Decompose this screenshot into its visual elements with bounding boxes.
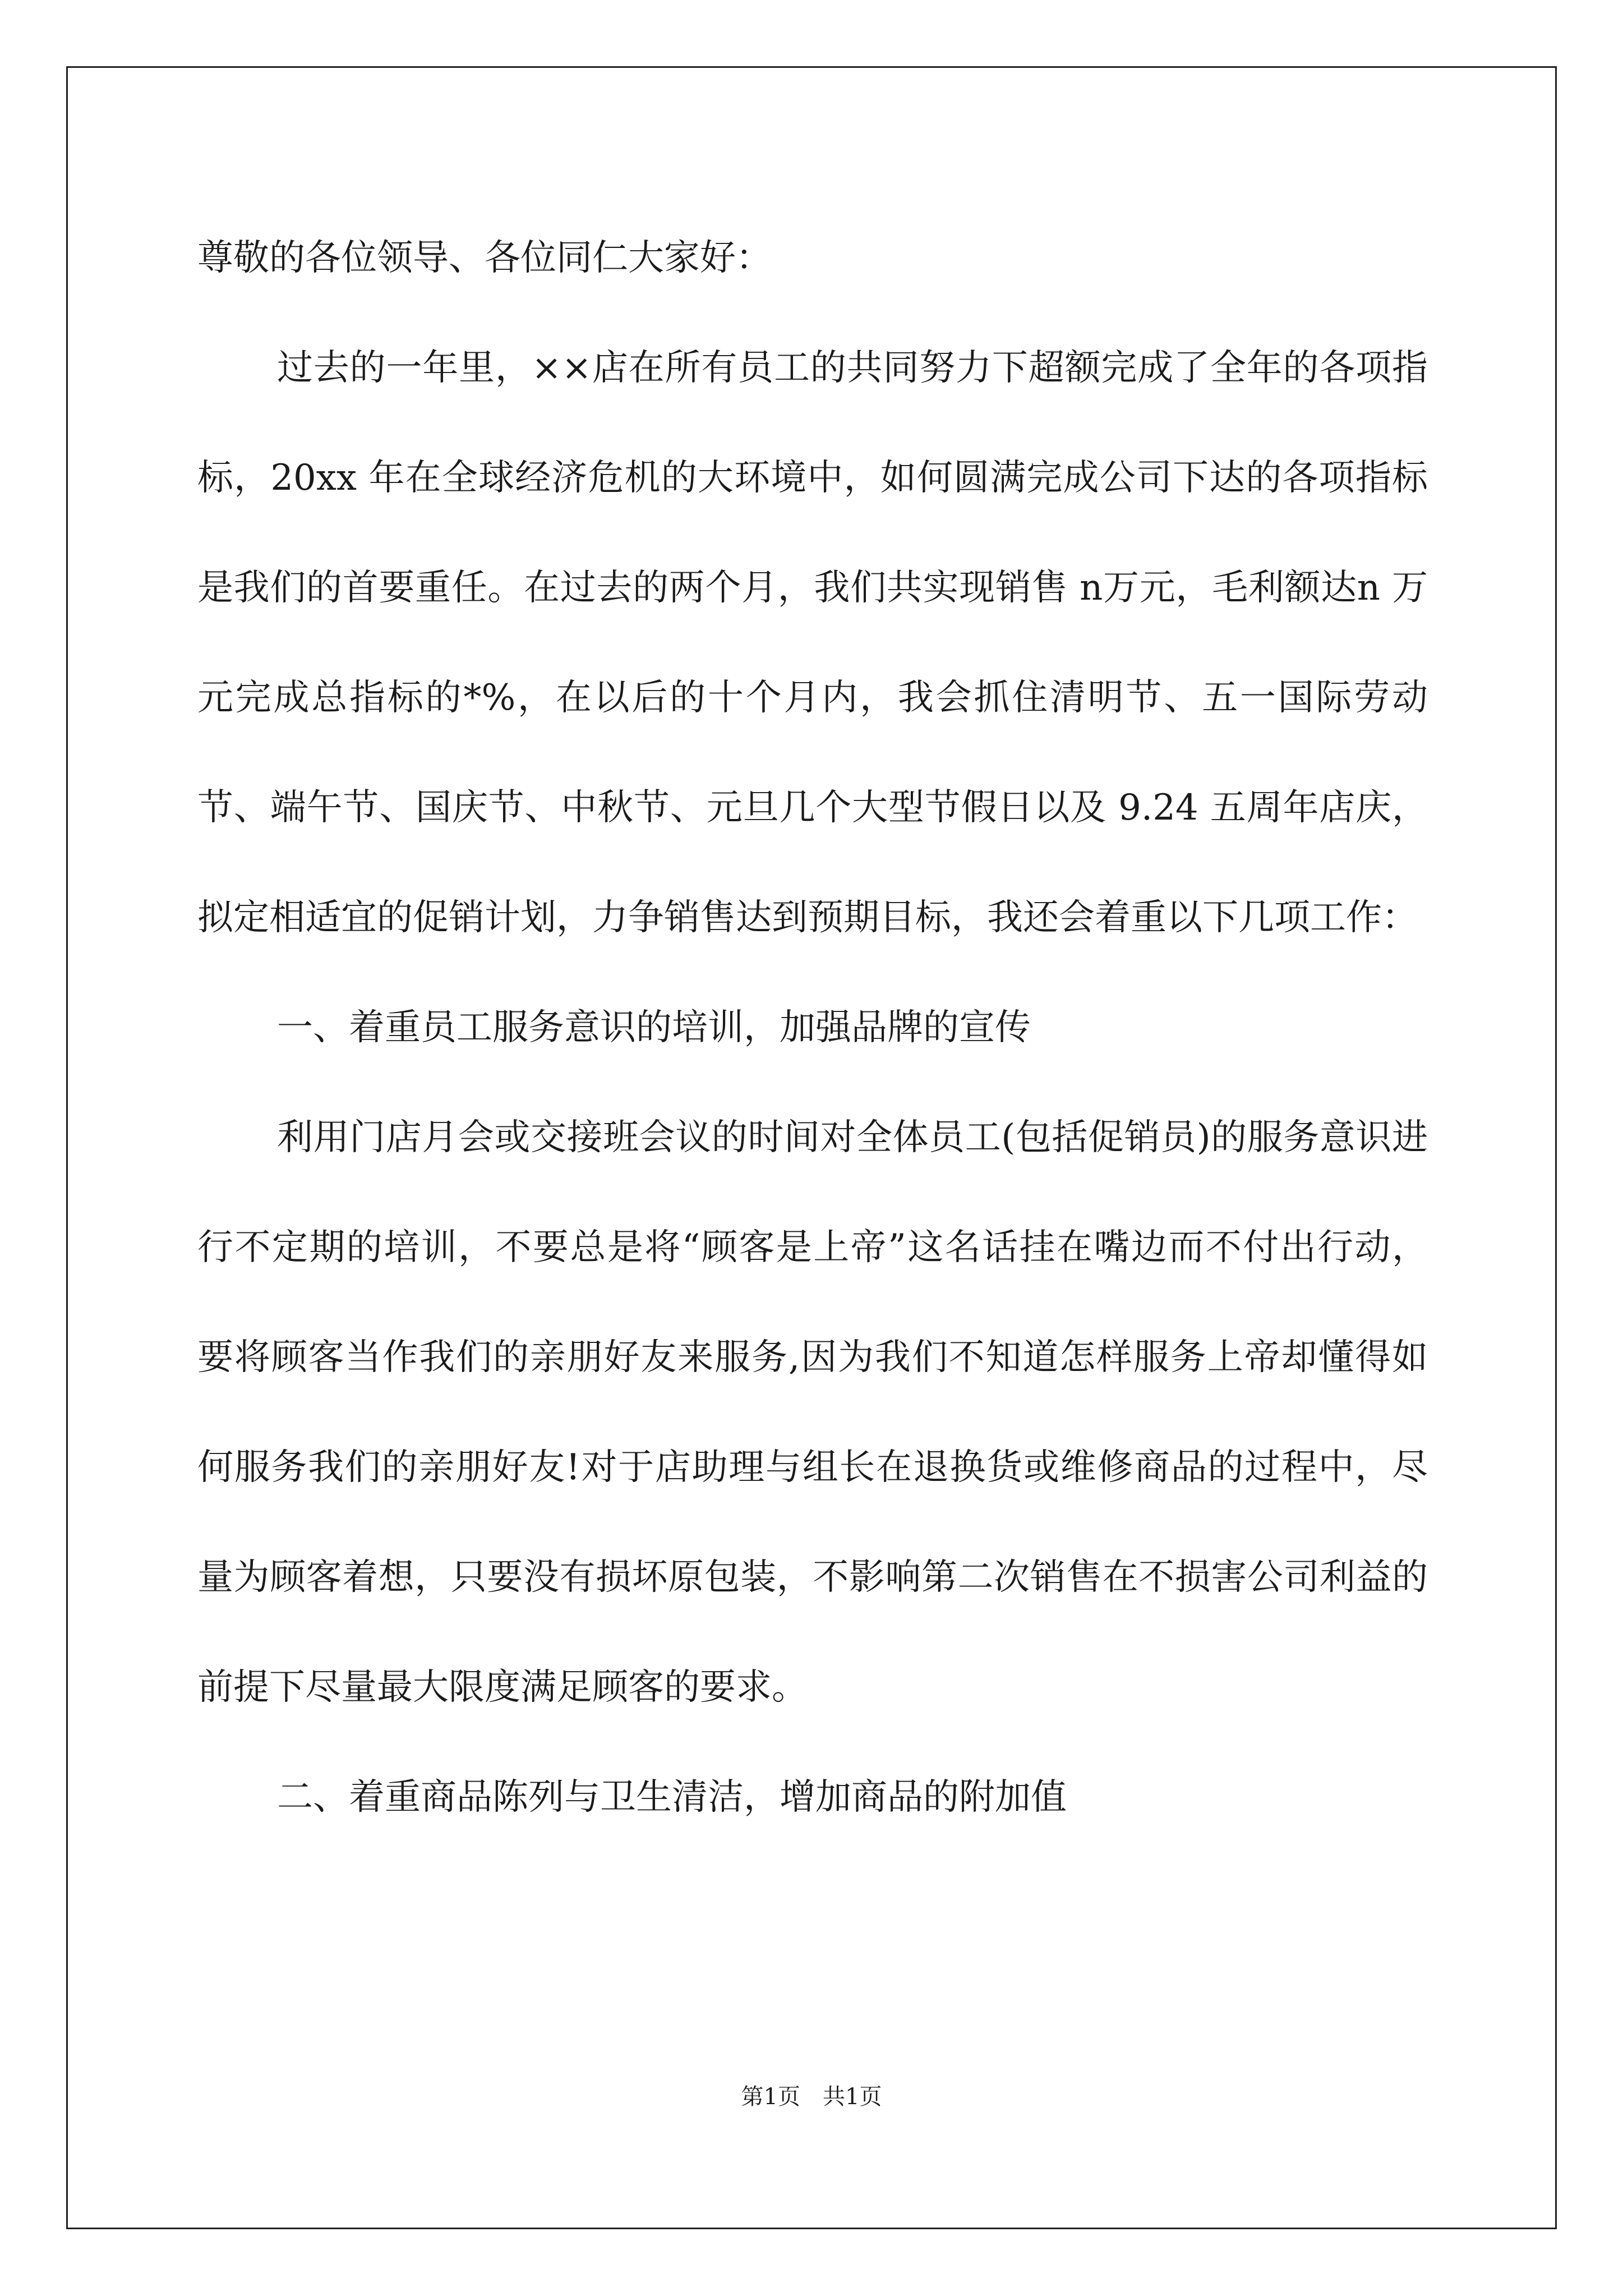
page-number-current: 第1页 — [741, 2084, 800, 2110]
intro-paragraph: 过去的一年里，××店在所有员工的共同努力下超额完成了全年的各项指标，20xx 年在全球经济危机的大环境中，如何圆满完成公司下达的各项指标是我们的首要重任。在过去的两个月，我们共实现销售 n万元，毛利额达n 万元完成总指标的*%，在以后的十个月内，我会抓住清明节、五一国际劳动节、端午节、国庆节、中秋节、元旦几个大型节假日以及 9.24 五周年店庆，拟定相适宜的促销计划，力争销售达到预期目标，我还会着重以下几项工作： — [197, 347, 1428, 938]
section-1-paragraph: 利用门店月会或交接班会议的时间对全体员工(包括促销员)的服务意识进行不定期的培训，不要总是将“顾客是上帝”这名话挂在嘴边而不付出行动， 要将顾客当作我们的亲朋好友来服务,因为我们不知道怎样服务上帝却懂得如何服务我们的亲朋好友!对于店助理与组长在退换货或维修商品的过程中，尽量为顾客着想，只要没有损坏原包装，不影响第二次销售在不损害公司利益的前提下尽量最大限度满足顾客的要求。 — [197, 1117, 1428, 1708]
page-footer — [0, 2079, 1623, 2111]
section-heading-2: 二、着重商品陈列与卫生清洁，增加商品的附加值 — [277, 1777, 1067, 1818]
document-body — [197, 203, 1428, 1852]
page-number-total: 共1页 — [823, 2084, 882, 2110]
greeting-paragraph: 尊敬的各位领导、各位同仁大家好： — [197, 237, 772, 279]
section-heading-1: 一、着重员工服务意识的培训，加强品牌的宣传 — [277, 1007, 1031, 1048]
